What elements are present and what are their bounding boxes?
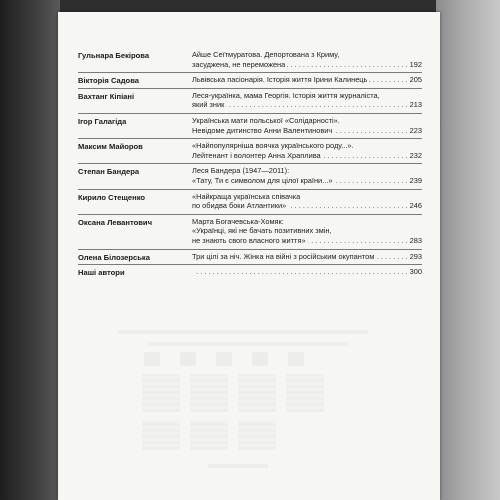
toc-author: Кирило Стещенко (78, 192, 146, 202)
toc-entry[interactable] (78, 265, 422, 280)
toc-title (192, 192, 422, 211)
toc-page-number: 300 (409, 267, 422, 277)
toc-author: Степан Бандера (78, 167, 140, 177)
background-left (0, 0, 60, 500)
ghost-line (118, 330, 368, 334)
toc-author: Ігор Галагіда (78, 116, 127, 126)
toc-title-line: «Найпопулярніша воячка українського роду...». (192, 141, 354, 151)
toc-entry[interactable] (78, 190, 422, 215)
toc-title-line: Леся-українка, мама Георгія. Історія життя журналіста, (192, 90, 380, 100)
table-of-contents (78, 48, 422, 280)
toc-author: Оксана Левантович (78, 217, 152, 227)
toc-title-line: засуджена, не переможена (192, 59, 286, 69)
toc-page-number: 232 (409, 150, 422, 160)
toc-title (192, 91, 422, 110)
toc-title-line: Невідоме дитинство Анни Валентинович (192, 125, 333, 135)
toc-entry[interactable] (78, 73, 422, 89)
toc-author: Вікторія Садова (78, 76, 139, 86)
toc-page-number: 192 (409, 59, 422, 69)
ghost-icon (252, 352, 268, 366)
toc-title (192, 50, 422, 69)
toc-title-line: який зник (192, 100, 225, 110)
ghost-icon (144, 352, 160, 366)
toc-page-number: 223 (409, 125, 422, 135)
toc-page-number: 205 (409, 75, 422, 85)
toc-author: Вахтанг Кіпіані (78, 91, 135, 101)
toc-title (192, 141, 422, 160)
ghost-icon (288, 352, 304, 366)
toc-author: Наші автори (78, 268, 125, 278)
toc-title (192, 116, 422, 135)
toc-entry[interactable] (78, 114, 422, 139)
toc-title-line: Українська мати польської «Солідарності». (192, 115, 340, 125)
toc-title-line (192, 267, 194, 276)
toc-title-line: «Найкраща українська співачка (192, 191, 301, 201)
toc-entry[interactable] (78, 48, 422, 73)
toc-title-line: не знають свого власного життя» (192, 235, 306, 245)
toc-entry[interactable] (78, 139, 422, 164)
ghost-qr (238, 374, 276, 412)
toc-entry[interactable] (78, 250, 422, 266)
ghost-qr (190, 374, 228, 412)
ghost-qr (190, 420, 228, 450)
toc-page-number: 246 (409, 201, 422, 211)
toc-page-number: 283 (409, 235, 422, 245)
toc-page-number: 213 (409, 100, 422, 110)
toc-title-line: «Тату, Ти є символом для цілої країни...» (192, 175, 333, 185)
toc-title (192, 217, 422, 246)
toc-entry[interactable] (78, 164, 422, 189)
toc-author: Гульнара Бекірова (78, 51, 150, 60)
toc-title-line: Три цілі за ніч. Жінка на війні з російським окупантом (192, 251, 375, 261)
toc-entry[interactable] (78, 215, 422, 250)
toc-author: Максим Майоров (78, 142, 143, 152)
toc-title (192, 252, 422, 262)
ghost-icon (180, 352, 196, 366)
ghost-qr (142, 374, 180, 412)
toc-title-line: Марта Богачевська-Хомяк: (192, 216, 284, 226)
toc-entry[interactable] (78, 89, 422, 114)
ghost-qr (238, 420, 276, 450)
book-page (58, 12, 440, 500)
toc-page-number: 239 (409, 175, 422, 185)
ghost-line (148, 342, 348, 346)
toc-title-line: Айше Сеїтмуратова. Депортована з Криму, (192, 50, 340, 59)
toc-title (192, 166, 422, 185)
toc-title-line: Леся Бандера (1947—2011): (192, 166, 290, 176)
ghost-qr (286, 374, 324, 412)
ghost-line (208, 464, 268, 468)
toc-title-line: Львівська пасіонарія. Історія життя Ірини Калинець (192, 75, 368, 85)
background-right (436, 0, 500, 500)
toc-author: Олена Білозерська (78, 252, 150, 262)
ghost-icon (216, 352, 232, 366)
toc-title-line: «Українці, які не бачать позитивних змін, (192, 226, 332, 236)
ghost-qr (142, 420, 180, 450)
toc-title (192, 75, 422, 85)
toc-title-line: по обидва боки Атлантики» (192, 201, 287, 211)
toc-title (192, 267, 422, 277)
toc-page-number: 293 (409, 251, 422, 261)
toc-title-line: Лейтенант і волонтер Анна Храплива (192, 150, 321, 160)
